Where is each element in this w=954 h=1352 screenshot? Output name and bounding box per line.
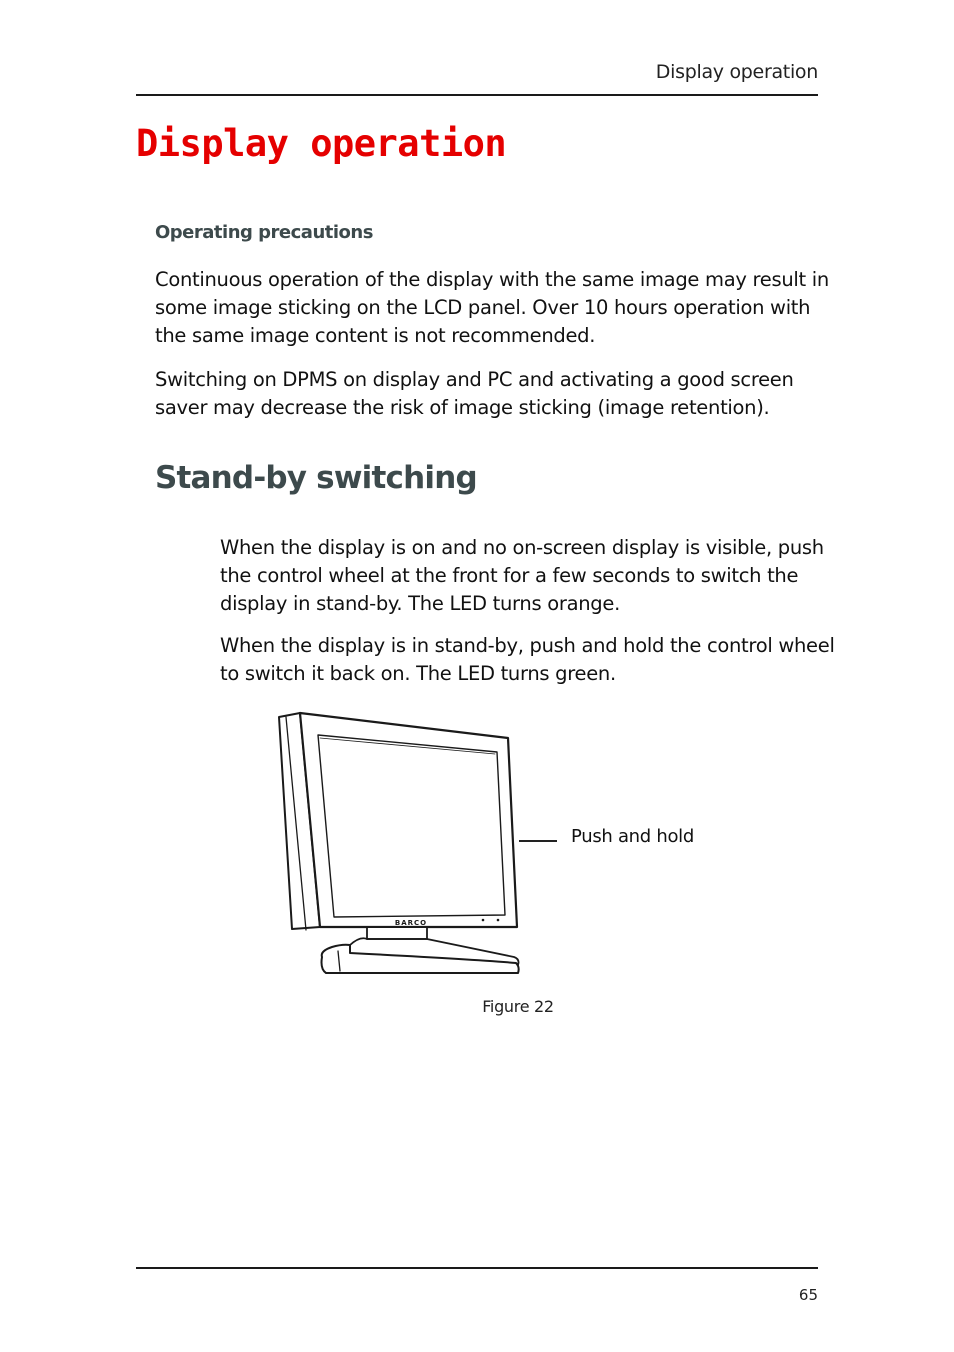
monitor-illustration xyxy=(270,705,570,985)
barco-logo: BARCO xyxy=(394,919,428,927)
precautions-paragraph-1: Continuous operation of the display with the same image may result in some image sticking on the LCD panel. Over 10 hours operation with the same image content is not recommended. xyxy=(155,268,829,347)
page-title: Display operation xyxy=(136,122,507,165)
precautions-paragraph-2: Switching on DPMS on display and PC and activating a good screen saver may decrease the risk of image sticking (image retention). xyxy=(155,368,794,419)
standby-heading: Stand-by switching xyxy=(155,460,477,496)
push-and-hold-label: Push and hold xyxy=(571,826,694,847)
operating-precautions-heading: Operating precautions xyxy=(155,222,373,243)
figure-caption: Figure 22 xyxy=(482,997,554,1016)
running-header: Display operation xyxy=(655,61,818,83)
standby-paragraph-1: When the display is on and no on-screen display is visible, push the control wheel at the front for a few seconds to switch the display in stand-by. The LED turns orange. xyxy=(220,536,824,615)
header-rule xyxy=(136,94,818,96)
callout-line xyxy=(519,840,557,842)
footer-rule xyxy=(136,1267,818,1269)
page-number: 65 xyxy=(798,1286,818,1304)
standby-paragraph-2: When the display is in stand-by, push and hold the control wheel to switch it back on. The LED turns green. xyxy=(220,634,835,685)
